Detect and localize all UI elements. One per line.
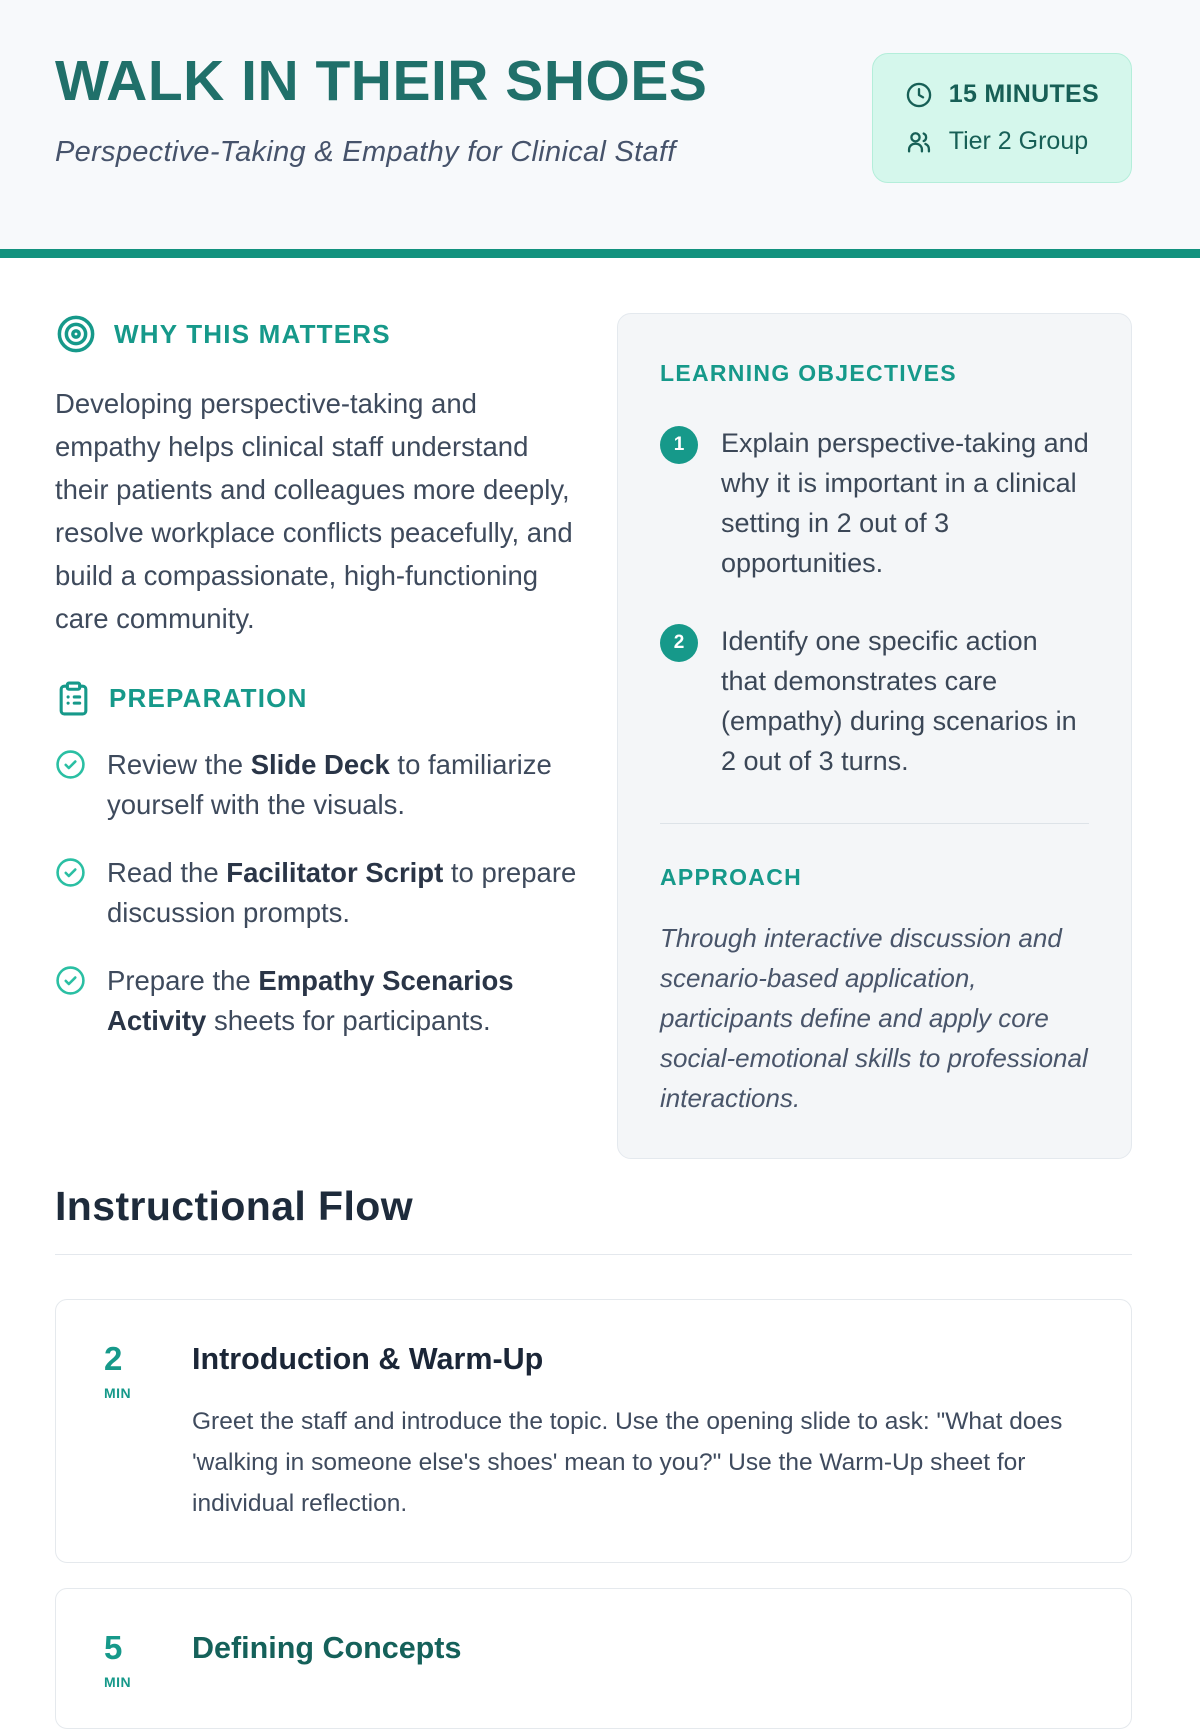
preparation-heading: PREPARATION [109, 683, 308, 713]
step-card-defining-concepts [55, 1588, 1132, 1729]
card-divider [660, 823, 1089, 824]
preparation-item-text: Read the Facilitator Script to prepare discussion prompts. [107, 857, 577, 928]
preparation-list [55, 745, 585, 1041]
preparation-item [55, 961, 585, 1041]
preparation-item [55, 853, 585, 933]
step-description: Greet the staff and introduce the topic. Use the opening slide to ask: "What does 'walking in someone else's shoes' mean to you?" Use the Warm-Up sheet for individual reflection. [192, 1408, 1063, 1517]
group-row [905, 127, 1099, 156]
objective-text: Identify one specific action that demonstrates care (empathy) during scenarios in 2 out of 3 turns. [721, 626, 1077, 776]
step-body [192, 1340, 1086, 1524]
instructional-flow-heading: Instructional Flow [55, 1183, 413, 1229]
flow-divider [55, 1254, 1132, 1255]
objective-number-badge: 2 [660, 624, 698, 662]
step-duration [104, 1629, 162, 1690]
group-label: Tier 2 Group [948, 127, 1089, 155]
why-section-heading [55, 313, 585, 355]
why-body-text: Developing perspective-taking and empathy helps clinical staff understand their patients and colleagues more deeply, resolve workplace conflicts peacefully, and build a compassionate, high-functioning care community. [55, 388, 573, 634]
step-minutes-unit: MIN [104, 1385, 132, 1401]
clock-icon [905, 81, 933, 109]
check-circle-icon [55, 965, 86, 996]
header [0, 0, 1200, 258]
step-title: Defining Concepts [192, 1631, 462, 1665]
check-circle-icon [55, 749, 86, 780]
step-minutes: 5 [104, 1629, 123, 1666]
preparation-item-text: Review the Slide Deck to familiarize yourself with the visuals. [107, 749, 552, 820]
check-circle-icon [55, 857, 86, 888]
preparation-item [55, 745, 585, 825]
objectives-list [660, 423, 1089, 781]
objectives-heading: LEARNING OBJECTIVES [660, 360, 957, 386]
approach-heading: APPROACH [660, 864, 803, 890]
preparation-section-heading [55, 680, 585, 717]
duration-row [905, 80, 1099, 109]
objectives-card [617, 313, 1132, 1159]
people-icon [905, 128, 933, 156]
step-title: Introduction & Warm-Up [192, 1342, 544, 1376]
objective-text: Explain perspective-taking and why it is important in a clinical setting in 2 out of 3 opportunities. [721, 428, 1089, 578]
accent-divider [0, 249, 1200, 258]
step-body [192, 1629, 1086, 1690]
main-content [0, 258, 1200, 1729]
page-title: WALK IN THEIR SHOES [55, 49, 708, 113]
target-icon [55, 313, 97, 355]
step-minutes: 2 [104, 1340, 123, 1377]
step-minutes-unit: MIN [104, 1674, 132, 1690]
meta-badge [872, 53, 1132, 183]
preparation-item-text: Prepare the Empathy Scenarios Activity sheets for participants. [107, 965, 514, 1036]
step-duration [104, 1340, 162, 1524]
duration-label: 15 MINUTES [948, 80, 1099, 108]
page-subtitle: Perspective-Taking & Empathy for Clinical Staff [55, 135, 676, 168]
why-heading: WHY THIS MATTERS [114, 318, 391, 349]
left-column [55, 313, 585, 1069]
clipboard-icon [55, 680, 92, 717]
step-card-introduction [55, 1299, 1132, 1563]
objective-item [660, 423, 1089, 583]
objective-number-badge: 1 [660, 426, 698, 464]
header-text [55, 49, 708, 169]
approach-body-text: Through interactive discussion and scenario-based application, participants define and apply core social-emotional skills to professional interactions. [660, 923, 1088, 1113]
objective-item [660, 621, 1089, 781]
